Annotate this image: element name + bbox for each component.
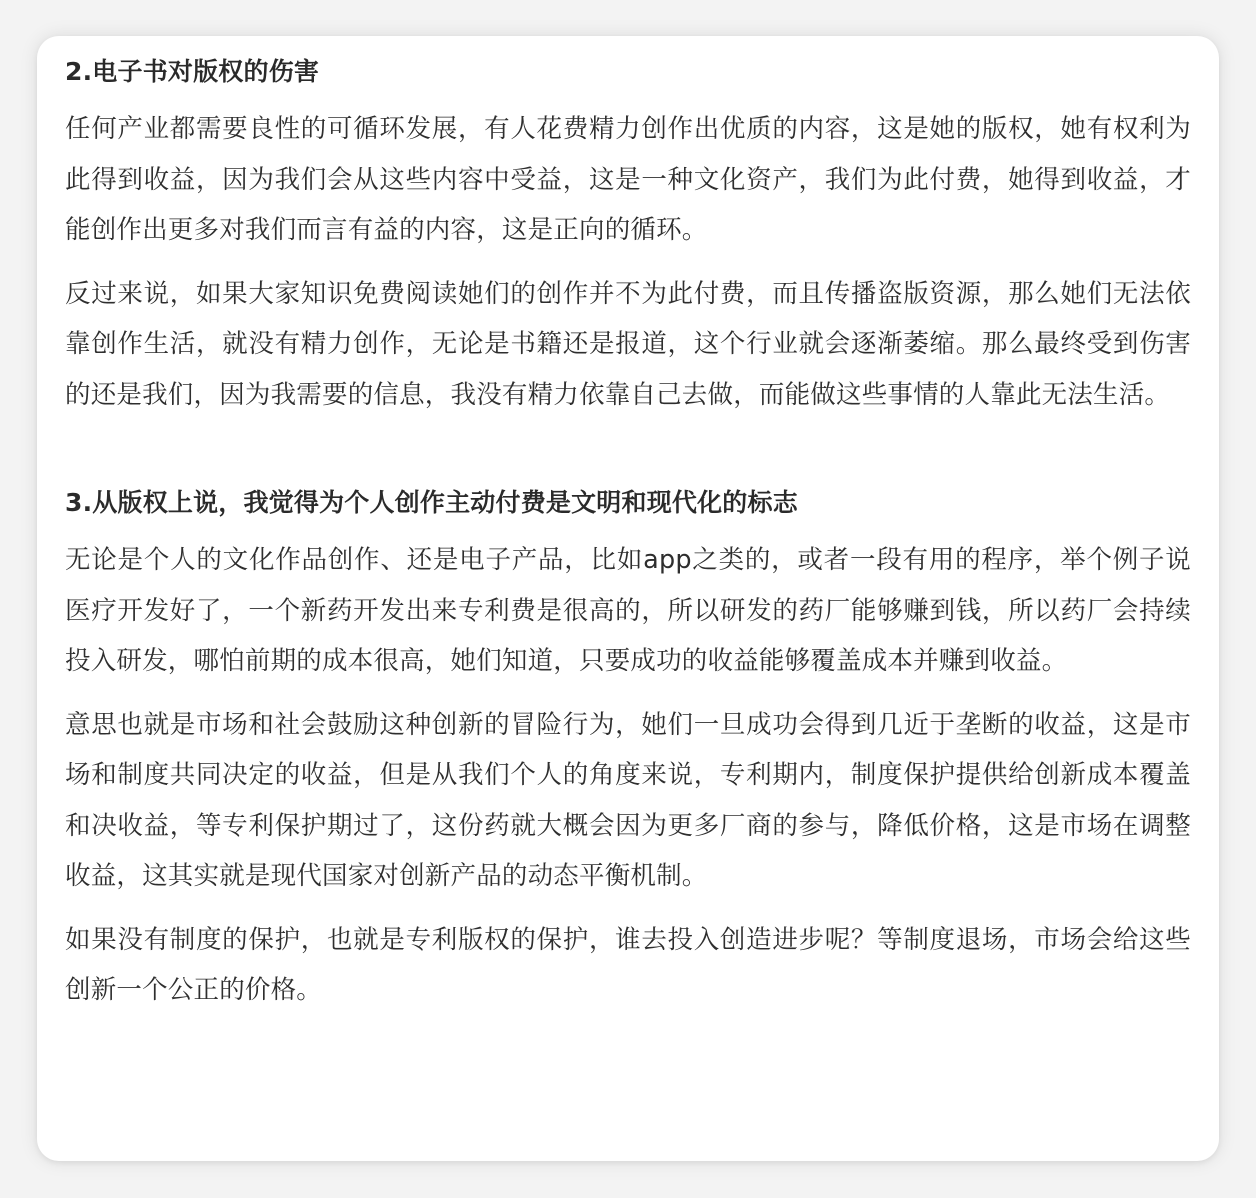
paragraph: 如果没有制度的保护，也就是专利版权的保护，谁去投入创造进步呢？等制度退场，市场会给这些创新一个公正的价格。 — [65, 924, 1191, 1005]
section-copyright-harm — [65, 52, 1191, 420]
paragraph: 任何产业都需要良性的可循环发展，有人花费精力创作出优质的内容，这是她的版权，她有权利为此得到收益，因为我们会从这些内容中受益，这是一种文化资产，我们为此付费，她得到收益，才能创作出更多对我们而言有益的内容，这是正向的循环。 — [65, 114, 1191, 245]
section-paying-for-creation — [65, 483, 1191, 1016]
article-card — [37, 36, 1219, 1161]
paragraph: 意思也就是市场和社会鼓励这种创新的冒险行为，她们一旦成功会得到几近于垄断的收益，这是市场和制度共同决定的收益，但是从我们个人的角度来说，专利期内，制度保护提供给创新成本覆盖和决收益，等专利保护期过了，这份药就大概会因为更多厂商的参与，降低价格，这是市场在调整收益，这其实就是现代国家对创新产品的动态平衡机制。 — [65, 709, 1191, 891]
section-heading: 3.从版权上说，我觉得为个人创作主动付费是文明和现代化的标志 — [65, 488, 798, 517]
section-heading: 2.电子书对版权的伤害 — [65, 57, 320, 86]
paragraph: 反过来说，如果大家知识免费阅读她们的创作并不为此付费，而且传播盗版资源，那么她们无法依靠创作生活，就没有精力创作，无论是书籍还是报道，这个行业就会逐渐萎缩。那么最终受到伤害的还是我们，因为我需要的信息，我没有精力依靠自己去做，而能做这些事情的人靠此无法生活。 — [65, 278, 1191, 410]
paragraph: 无论是个人的文化作品创作、还是电子产品，比如app之类的，或者一段有用的程序，举个例子说医疗开发好了，一个新药开发出来专利费是很高的，所以研发的药厂能够赚到钱，所以药厂会持续投入研发，哪怕前期的成本很高，她们知道，只要成功的收益能够覆盖成本并赚到收益。 — [65, 545, 1191, 676]
